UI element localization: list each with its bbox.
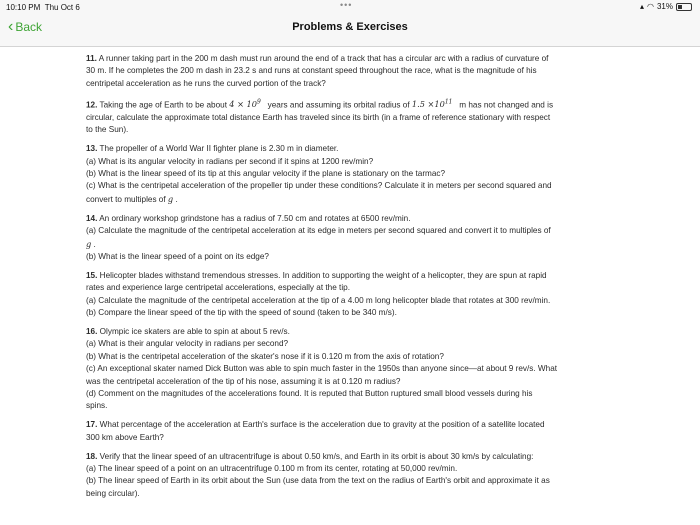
top-bar [0,0,700,47]
problem-18 [86,451,616,501]
problem-text: circular, calculate the approximate total distance Earth has traveled since its birth (in a frame of reference stationary with respect [86,112,551,122]
problem-text: (a) What is their angular velocity in radians per second? [86,339,289,349]
problem-text: centripetal acceleration as he runs the curved portion of the track? [86,78,326,88]
problem-text: m has not changed and is [459,100,554,110]
problem-number: 12. [86,100,98,110]
math-expression: g [167,193,174,204]
problem-text: Helicopter blades withstand tremendous stresses. In addition to supporting the weight of a helicopter, they are spun at rapid [99,270,547,280]
status-time: 10:10 PM Thu Oct 6 [6,3,80,12]
status-right [640,2,692,11]
problem-text: rates and experience large centripetal accelerations, especially at the tip. [86,283,350,293]
problem-16 [86,326,616,413]
problem-text: (b) The linear speed of Earth in its orbit about the Sun (use data from the text on the radius of Earth's orbit and approximate it as [86,476,550,486]
problem-text: An ordinary workshop grindstone has a radius of 7.50 cm and rotates at 6500 rev/min. [99,213,411,223]
problem-text: (a) The linear speed of a point on an ultracentrifuge 0.100 m from its center, rotating at 50,000 rev/min. [86,464,458,474]
problem-text: What percentage of the acceleration at Earth's surface is the acceleration due to gravity at the position of a satellite located [99,420,545,430]
problem-text: (a) What is its angular velocity in radians per second if it spins at 1200 rev/min? [86,156,374,166]
problem-number: 14. [86,213,98,223]
math-expression: $4 \times 10^9$ [229,98,261,110]
problem-17 [86,419,616,444]
problem-number: 13. [86,144,98,154]
chevron-left-icon: ‹ [8,18,14,35]
problem-text: convert to multiples of [86,194,166,204]
problem-text: (b) What is the linear speed of its tip at this angular velocity if the plane is stationary on the tarmac? [86,168,446,178]
problem-text: A runner taking part in the 200 m dash must run around the end of a track that has a circular arc with a radius of curvature of [98,54,549,63]
problem-text: Taking the age of Earth to be about [99,100,227,110]
problem-text: being circular). [86,488,140,498]
problem-text: 300 km above Earth? [86,432,164,442]
problem-text: 30 m. If he completes the 200 m dash in 23.2 s and runs at constant speed throughout the race, what is the magnitude of his [86,66,537,76]
punctuation: . [93,239,96,249]
problem-13 [86,143,616,206]
problem-text: (b) What is the centripetal acceleration of the skater's nose if it is 0.120 m from the axis of rotation? [86,351,444,361]
problems-list [86,53,616,507]
page-title: Problems & Exercises [292,21,408,33]
problem-text: The propeller of a World War II fighter plane is 2.30 m in diameter. [99,144,339,154]
problem-number: 18. [86,451,98,461]
problem-text: spins. [86,401,108,411]
problem-text: (b) Compare the linear speed of the tip with the speed of sound (taken to be 340 m/s). [86,308,397,318]
problem-text: (b) What is the linear speed of a point on its edge? [86,251,269,261]
problem-text: (a) Calculate the magnitude of the centripetal acceleration at the tip of a 4.00 m long helicopter blade that rotates at 300 rev/min. [86,295,551,305]
problem-number: 15. [86,270,98,280]
problem-text: (d) Comment on the magnitudes of the accelerations found. It is reputed that Button ruptured small blood vessels during his [86,388,533,398]
math-expression: g [86,238,92,249]
problem-text: (a) Calculate the magnitude of the centripetal acceleration at its edge in meters per second squared and convert it to multiples of [86,226,551,236]
problem-14 [86,213,616,264]
problem-12 [86,97,616,137]
problem-15 [86,270,616,320]
signal-icon: ▴ [639,2,644,11]
battery-percent: 31% [656,2,673,11]
problem-number: 11. [86,54,97,63]
wifi-icon: ◠ [647,2,654,11]
problem-text: years and assuming its orbital radius of [267,100,410,110]
problem-text: (c) What is the centripetal acceleration of the propeller tip under these conditions? Calculate it in meters per second squared and [86,181,552,191]
problem-text: was the centripetal acceleration of the tip of his nose, assuming it is at 0.120 m radius? [86,376,401,386]
problem-text: Olympic ice skaters are able to spin at about 5 rev/s. [99,326,290,336]
punctuation: . [175,194,178,204]
problem-number: 17. [86,420,98,430]
problem-text: (c) An exceptional skater named Dick Button was able to spin much faster in the 1950s than anyone since—at about 9 rev/s. What [86,364,558,374]
problem-11 [86,53,616,90]
problem-text: to the Sun). [86,125,129,135]
problem-number: 16. [86,326,98,336]
problem-text: Verify that the linear speed of an ultracentrifuge is about 0.50 km/s, and Earth in its orbit is about 30 km/s by calculating: [99,451,534,461]
math-expression: $1.5 \times 10^{11}$ [411,98,453,110]
multitask-dots[interactable]: ••• [340,0,353,10]
battery-icon [676,3,692,11]
back-label: Back [15,20,43,34]
